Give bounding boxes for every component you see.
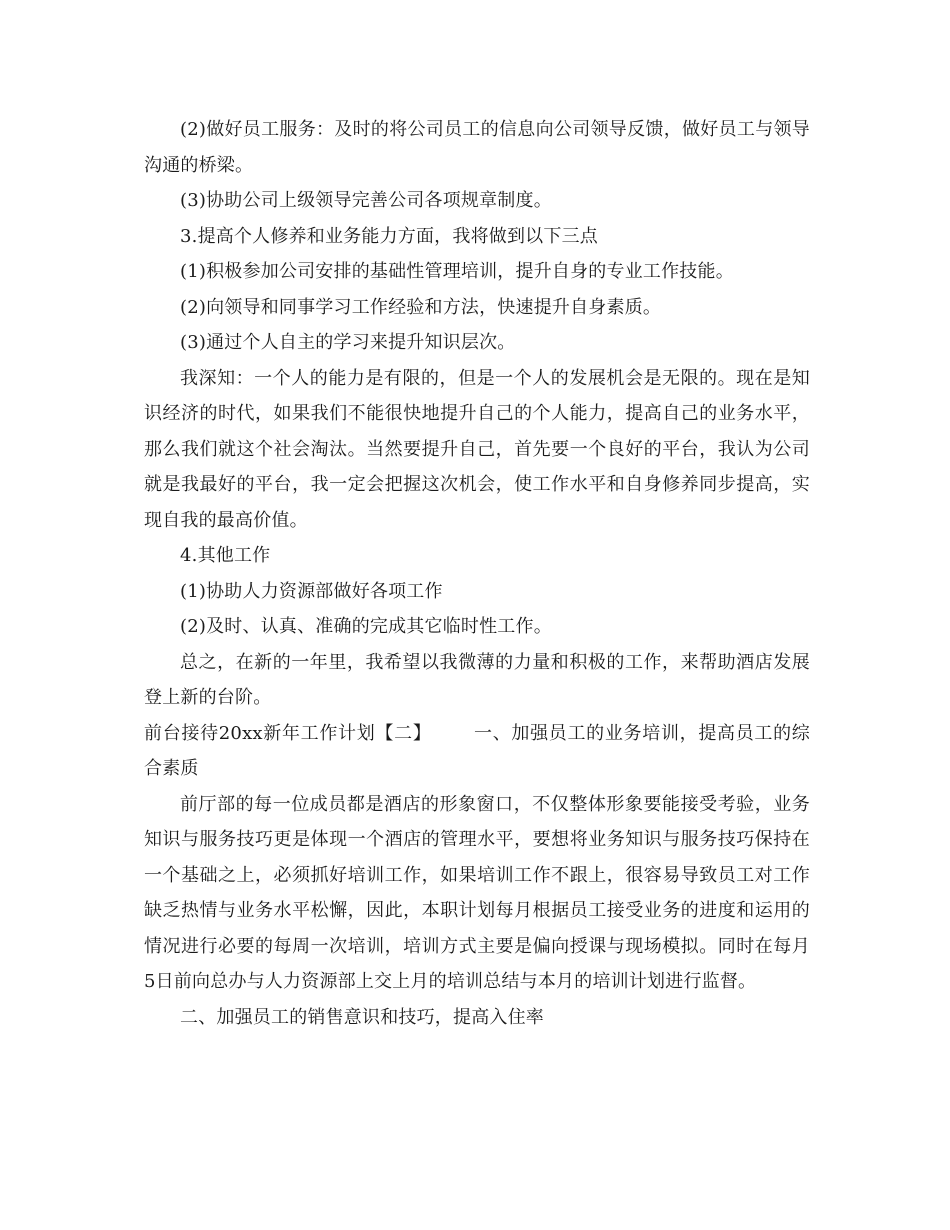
paragraph-sales-heading: 二、加强员工的销售意识和技巧，提高入住率 [180, 1006, 544, 1028]
paragraph-temporary-work: (2)及时、认真、准确的完成其它临时性工作。 [180, 616, 552, 637]
document-body [144, 112, 810, 1035]
paragraph-conclusion: 总之，在新的一年里，我希望以我微薄的力量和积极的工作，来帮助酒店发展登上新的台阶。 [144, 651, 810, 708]
section-heading-line [144, 716, 810, 787]
section-first-item: 一、加强员工的业务培训，提高员工的综合素质 [144, 722, 810, 779]
paragraph-self-improvement-heading: 3.提高个人修养和业务能力方面，我将做到以下三点 [180, 225, 598, 247]
paragraph-self-study: (3)通过个人自主的学习来提升知识层次。 [180, 332, 516, 353]
paragraph-training: (1)积极参加公司安排的基础性管理培训，提升自身的专业工作技能。 [180, 261, 734, 282]
paragraph-learn-from-colleagues: (2)向领导和同事学习工作经验和方法，快速提升自身素质。 [180, 296, 662, 318]
paragraph-front-office-training: 前厅部的每一位成员都是酒店的形象窗口，不仅整体形象要能接受考验，业务知识与服务技巧更是体现一个酒店的管理水平，要想将业务知识与服务技巧保持在一个基础之上，必须抓好培训工作，如果培训工作不跟上，很容易导致员工对工作缺乏热情与业务水平松懈，因此，本职计划每月根据员工接受业务的进度和运用的情况进行必要的每周一次培训，培训方式主要是偏向授课与现场模拟。同时在每月5日前向总办与人力资源部上交上月的培训总结与本月的培训计划进行监督。 [144, 793, 810, 992]
paragraph-rules: (3)协助公司上级领导完善公司各项规章制度。 [180, 190, 552, 211]
paragraph-other-work-heading: 4.其他工作 [180, 545, 271, 566]
paragraph-hr-assist: (1)协助人力资源部做好各项工作 [180, 580, 443, 602]
paragraph-staff-service: (2)做好员工服务：及时的将公司员工的信息向公司领导反馈，做好员工与领导沟通的桥梁。 [144, 119, 810, 176]
paragraph-reflection: 我深知：一个人的能力是有限的，但是一个人的发展机会是无限的。现在是知识经济的时代，如果我们不能很快地提升自己的个人能力，提高自己的业务水平，那么我们就这个社会淘汰。当然要提升自己，首先要一个良好的平台，我认为公司就是我最好的平台，我一定会把握这次机会，使工作水平和自身修养同步提高，实现自我的最高价值。 [144, 367, 810, 531]
section-title: 前台接待20xx新年工作计划【二】 [144, 722, 432, 744]
